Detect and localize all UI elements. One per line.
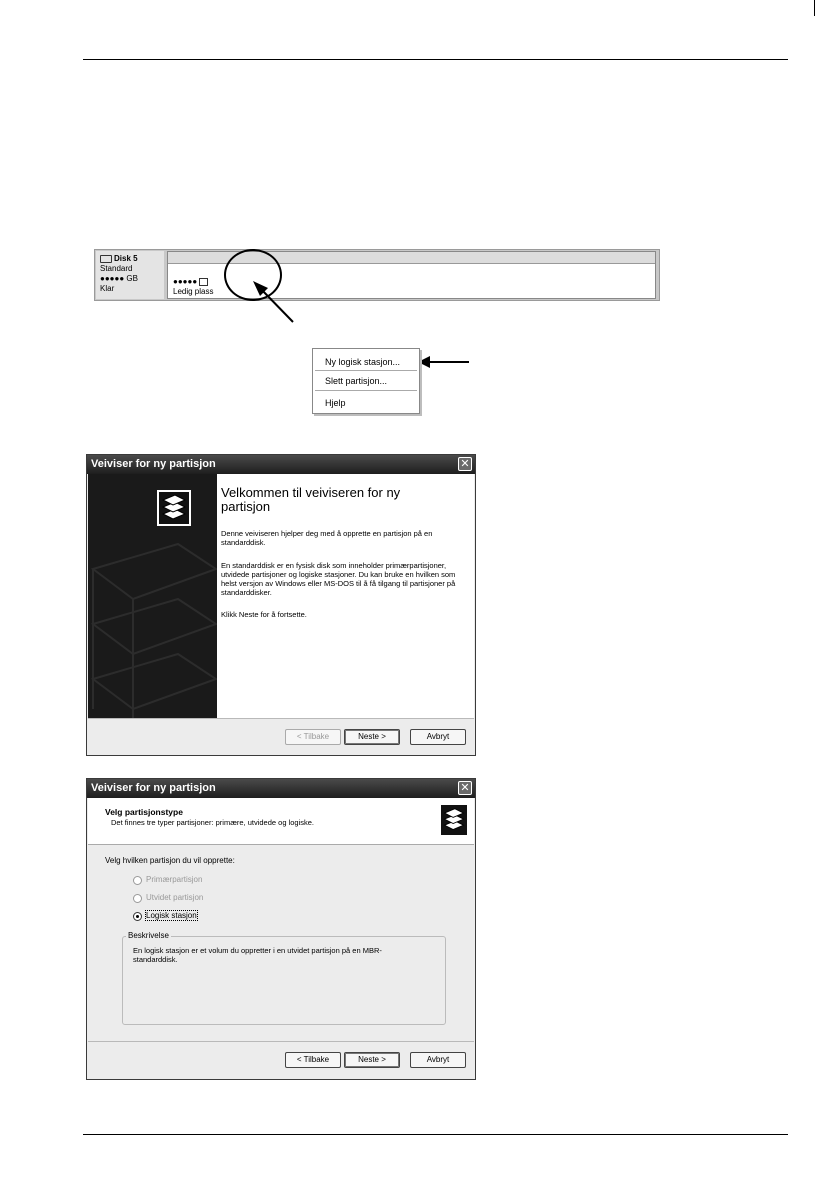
window-title: Veiviser for ny partisjon: [87, 779, 475, 798]
wizard-side-panel: [88, 474, 217, 721]
header-subtitle: Det finnes tre typer partisjoner: primære, utvidede og logiske.: [111, 818, 315, 827]
partition-size: ●●●●●: [173, 277, 208, 286]
welcome-paragraph-2: En standarddisk er en fysisk disk som inneholder primærpartisjoner, utvidede partisjoner og logiske stasjoner. Du kan bruke en hvilken som helst versjon av Windows eller MS-DOS til å få tilgang til partisjoner på standarddisker.: [221, 561, 456, 597]
pointer-arrow-disk: [259, 287, 293, 322]
option-primary-partition[interactable]: Primærpartisjon: [146, 875, 203, 884]
menu-item-help[interactable]: Hjelp: [325, 398, 346, 408]
radio-logical-drive[interactable]: [133, 912, 142, 921]
partition-prompt: Velg hvilken partisjon du vil opprette:: [105, 856, 235, 865]
window-title: Veiviser for ny partisjon: [87, 455, 475, 474]
disk-stack-icon: [439, 803, 469, 837]
cancel-button[interactable]: Avbryt: [410, 729, 466, 745]
close-icon[interactable]: ✕: [458, 781, 472, 795]
wizard-partition-type-window: [86, 778, 476, 1080]
button-bar: [88, 1041, 474, 1078]
menu-item-new-logical-drive[interactable]: Ny logisk stasjon...: [325, 357, 401, 367]
option-extended-partition[interactable]: Utvidet partisjon: [146, 893, 204, 902]
wizard-header: [88, 798, 474, 845]
back-button[interactable]: < Tilbake: [285, 729, 341, 745]
welcome-paragraph-1: Denne veiviseren hjelper deg med å opprette en partisjon på en standarddisk.: [221, 529, 433, 547]
cancel-button[interactable]: Avbryt: [410, 1052, 466, 1068]
disk-status: Klar: [100, 284, 115, 293]
menu-separator: [315, 370, 417, 371]
menu-separator: [315, 390, 417, 391]
next-button[interactable]: Neste >: [344, 1052, 400, 1068]
footer-rule: [83, 1134, 788, 1135]
partition-state: Ledig plass: [173, 287, 214, 296]
context-menu: [312, 348, 420, 414]
back-button[interactable]: < Tilbake: [285, 1052, 341, 1068]
side-panel-art: [88, 474, 217, 721]
description-group-label: Beskrivelse: [128, 931, 169, 940]
description-group: [122, 931, 446, 1025]
welcome-heading: Velkommen til veiviseren for ny partisjon: [221, 485, 401, 514]
welcome-paragraph-3: Klikk Neste for å fortsette.: [221, 610, 307, 619]
radio-primary-partition[interactable]: [133, 876, 142, 885]
disk-name: Disk 5: [100, 254, 164, 264]
option-logical-drive[interactable]: Logisk stasjon: [146, 911, 197, 920]
description-text: En logisk stasjon er et volum du oppretter i en utvidet partisjon på en MBR-standarddisk.: [133, 946, 382, 964]
disk-capacity: ●●●●● GB: [100, 274, 138, 283]
wizard-welcome-content: [217, 474, 474, 721]
radio-extended-partition[interactable]: [133, 894, 142, 903]
header-title: Velg partisjonstype: [105, 807, 183, 817]
next-button[interactable]: Neste >: [344, 729, 400, 745]
disk-type: Standard: [100, 264, 133, 273]
menu-item-delete-partition[interactable]: Slett partisjon...: [325, 376, 388, 386]
disk-stack-icon: [157, 490, 191, 526]
wizard-welcome-window: [86, 454, 476, 756]
button-bar: [88, 718, 474, 754]
close-icon[interactable]: ✕: [458, 457, 472, 471]
